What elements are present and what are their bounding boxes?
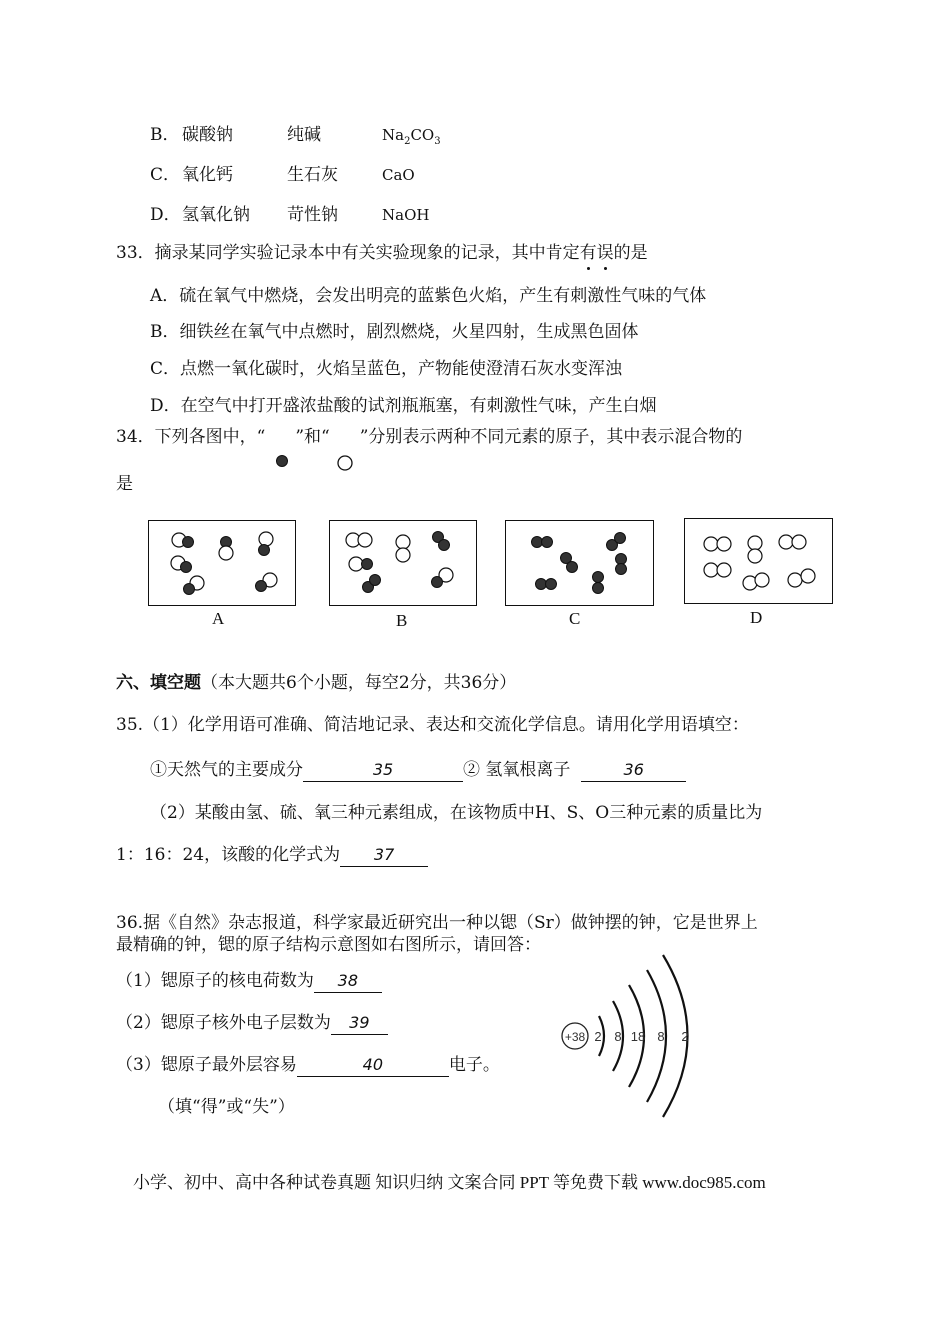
answer-blank-36[interactable]: 36 xyxy=(581,759,686,782)
particle-box-a xyxy=(148,520,296,606)
q36-line2: 最精确的钟，锶的原子结构示意图如右图所示，请回答： xyxy=(116,935,541,955)
shell-electrons-1: 2 xyxy=(594,1029,602,1044)
q33-stem: 33．摘录某同学实验记录本中有关实验现象的记录，其中肯定有误的是 xyxy=(116,243,648,263)
answer-blank-39[interactable]: 39 xyxy=(331,1012,388,1035)
particle-diagram-b xyxy=(330,521,476,605)
q32-option-c: C． 氧化钙 生石灰 CaO xyxy=(150,165,415,185)
q36-item2: （2）锶原子核外电子层数为 39 xyxy=(116,1012,388,1035)
q32-option-d: D．氢氧化钠 苛性钠 NaOH xyxy=(150,205,430,225)
page-footer: 小学、初中、高中各种试卷真题 知识归纳 文案合同 PPT 等免费下载 www.doc985.com xyxy=(133,1173,766,1192)
box-label-b: B xyxy=(396,611,408,630)
box-label-d: D xyxy=(750,608,763,627)
answer-blank-37[interactable]: 37 xyxy=(340,844,428,867)
q34-stem: 34．下列各图中，“ ”和“ ”分别表示两种不同元素的原子，其中表示混合物的 xyxy=(116,426,742,448)
answer-blank-38[interactable]: 38 xyxy=(314,970,382,993)
q36-line1: 36.据《自然》杂志报道，科学家最近研究出一种以锶（Sr）做钟摆的钟，它是世界上 xyxy=(116,913,758,933)
q36-item3: （3）锶原子最外层容易 40 电子。 xyxy=(116,1055,500,1075)
q33-option-a: A．硫在氧气中燃烧，会发出明亮的蓝紫色火焰，产生有刺激性气味的气体 xyxy=(150,286,707,306)
q35-line2: ①天然气的主要成分 35 ② 氢氧根离子 36 xyxy=(150,759,686,782)
box-label-a: A xyxy=(212,609,225,628)
particle-diagram-d xyxy=(685,519,832,603)
formula-na2co3: $Na_2CO_3$ xyxy=(382,126,441,147)
q35-line3: （2）某酸由氢、硫、氧三种元素组成，在该物质中H、S、O三种元素的质量比为 xyxy=(150,803,763,823)
answer-blank-35[interactable]: 35 xyxy=(303,759,463,782)
q33-option-b: B．细铁丝在氧气中点燃时，剧烈燃烧，火星四射，生成黑色固体 xyxy=(150,322,639,342)
nucleus-charge: +38 xyxy=(564,1030,586,1044)
particle-box-d xyxy=(684,518,833,604)
strontium-atom-diagram xyxy=(555,945,715,1130)
particle-box-b xyxy=(329,520,477,606)
q35-line1: 35.（1）化学用语可准确、简洁地记录、表达和交流化学信息。请用化学用语填空： xyxy=(116,715,749,735)
answer-blank-40[interactable]: 40 xyxy=(297,1054,449,1077)
q34-stem-tail: 是 xyxy=(116,474,133,494)
q35-line4: 1：16：24，该酸的化学式为 37 xyxy=(116,844,428,867)
q32-option-b: B． 碳酸钠 纯碱 $Na_2CO_3$ xyxy=(150,124,441,153)
box-label-c: C xyxy=(569,609,581,628)
shell-electrons-3: 18 xyxy=(630,1029,646,1044)
shell-electrons-5: 2 xyxy=(681,1029,689,1044)
particle-diagram-a xyxy=(149,521,295,605)
q36-hint: （填“得”或“失”） xyxy=(158,1097,295,1117)
particle-diagram-c xyxy=(506,521,653,605)
particle-box-c xyxy=(505,520,654,606)
q33-option-c: C．点燃一氧化碳时，火焰呈蓝色，产物能使澄清石灰水变浑浊 xyxy=(150,359,623,379)
q36-item1: （1）锶原子的核电荷数为 38 xyxy=(116,970,382,993)
q33-option-d: D．在空气中打开盛浓盐酸的试剂瓶瓶塞，有刺激性气味，产生白烟 xyxy=(150,396,657,416)
section-heading: 六、填空题（本大题共6个小题，每空2分，共36分） xyxy=(116,673,517,693)
shell-electrons-2: 8 xyxy=(614,1029,622,1044)
shell-electrons-4: 8 xyxy=(657,1029,665,1044)
